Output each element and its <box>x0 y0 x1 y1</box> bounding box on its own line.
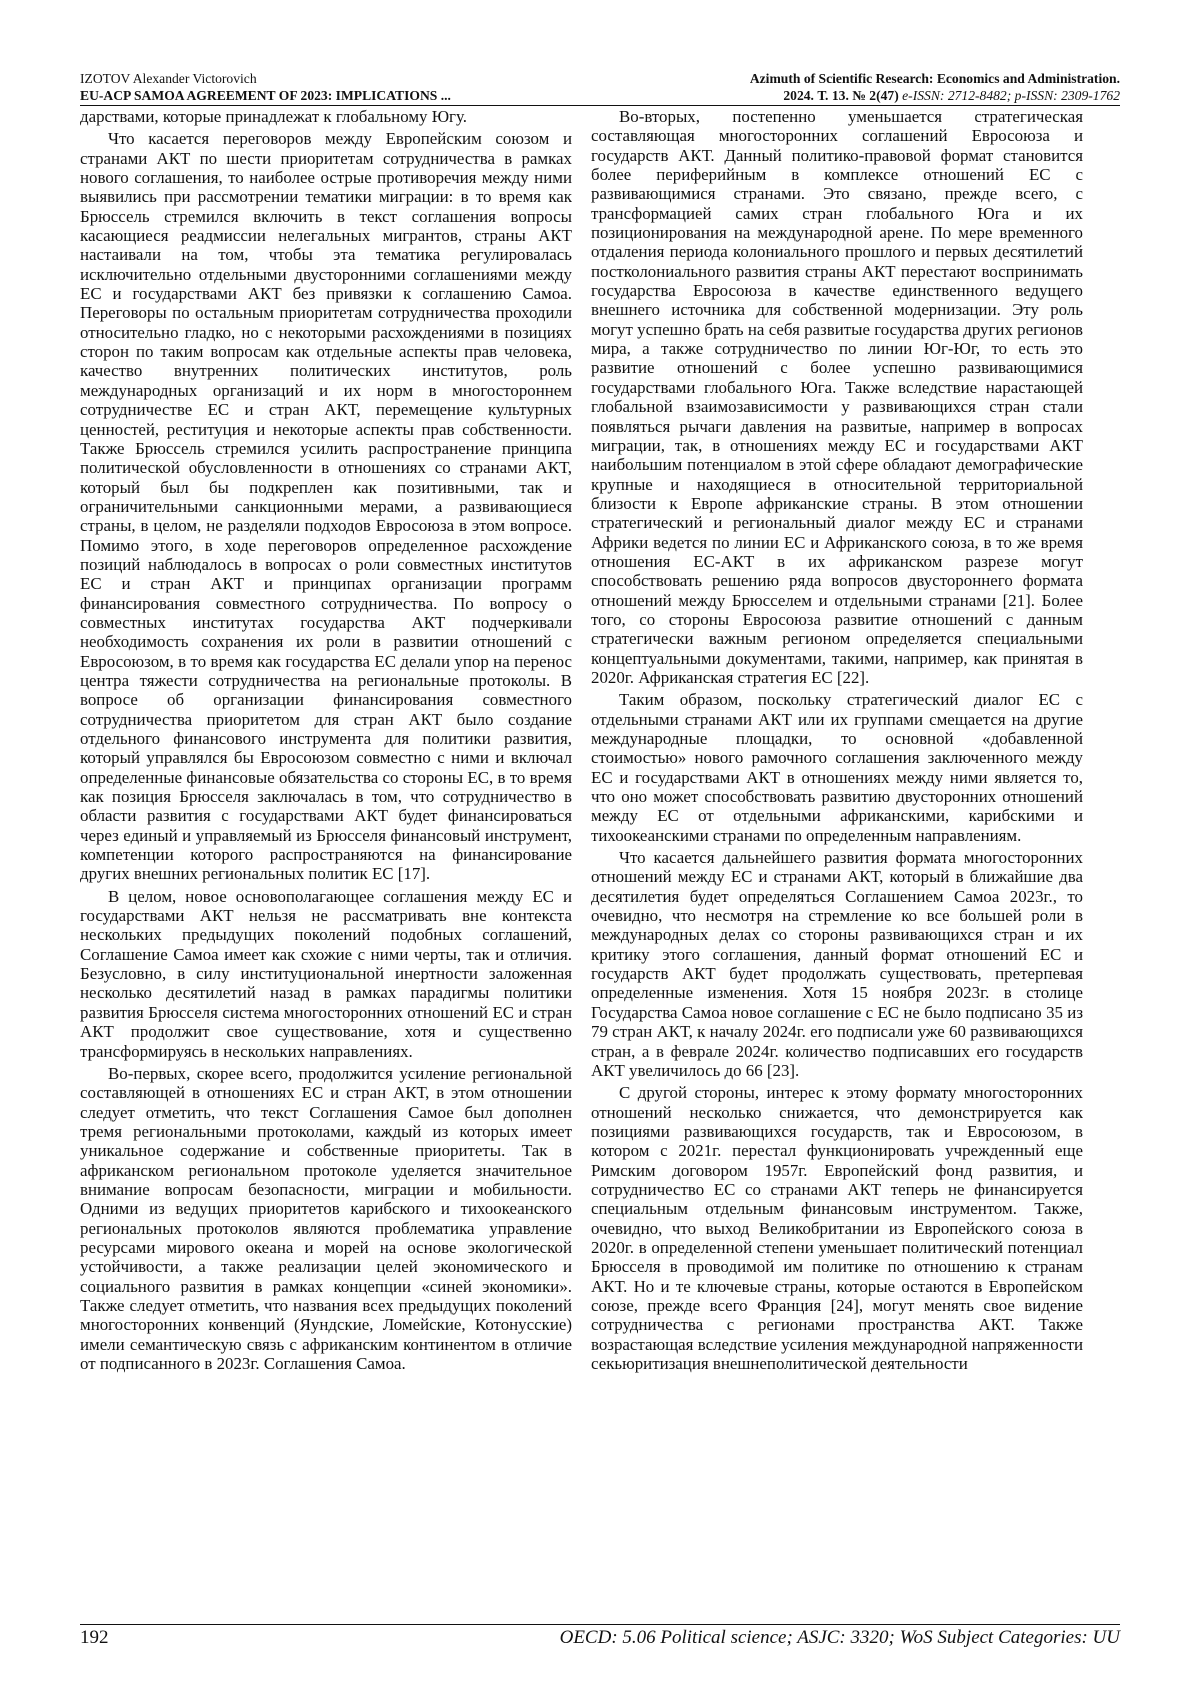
footer-rule <box>80 1624 1120 1625</box>
header-rule <box>80 105 1120 106</box>
page-number: 192 <box>80 1627 109 1648</box>
left-column <box>80 107 572 1376</box>
left-paragraph-3: В целом, новое основополагающее соглашения между ЕС и государствами АКТ нельзя не рассматривать вне контекста нескольких предыдущих поколений подобных соглашений, Соглашение Самоа имеет как схожие с ними черты, так и отличия. Безусловно, в силу институциональной инертности заложенная несколько десятилетий назад в рамках парадигмы политики развития Брюсселя система многосторонних отношений ЕС и стран АКТ продолжит свое существование, хотя и существенно трансформируясь в нескольких направлениях. <box>80 886 572 1061</box>
right-column <box>591 107 1083 1376</box>
right-paragraph-2: Таким образом, поскольку стратегический диалог ЕС с отдельными странами АКТ или их группами смещается на другие международные площадки, то основной «добавленной стоимостью» нового рамочного соглашения заключенного между ЕС и государствами АКТ в отношениях между ними является то, что оно может способствовать развитию двусторонних отношений между ЕС от отдельными африканскими, карибскими и тихоокеанскими странами по определенным направлениям. <box>591 690 1083 845</box>
left-paragraph-2: Что касается переговоров между Европейским союзом и странами АКТ по шести приоритетам сотрудничества в рамках нового соглашения, то наиболее острые противоречия между ними выявились при рассмотрении тематики миграции: в то время как Брюссель стремился включить в текст соглашения вопросы касающиеся реадмиссии нелегальных мигрантов, страны АКТ настаивали на том, чтобы эта тематика регулировалась исключительно отдельными двусторонними соглашениями между ЕС и государствами АКТ без привязки к соглашению Самоа. Переговоры по остальным приоритетам сотрудничества проходили относительно гладко, но с некоторыми расхождениями в позициях сторон по таким вопросам как отдельные аспекты прав человека, качество внутренних политических институтов, роль международных организаций и их норм в многостороннем сотрудничестве ЕС и стран АКТ, перемещение культурных ценностей, реституция и некоторые аспекты прав собственности. Также Брюссель стремился усилить распространение принципа политической обусловленности в отношениях со странами АКТ, который был бы подкреплен как позитивными, так и ограничительными санкционными мерами, а развивающиеся страны, в целом, не разделяли подходов Евросоюза в этом вопросе. Помимо этого, в ходе переговоров определенное расхождение позиций наблюдалось в вопросах о роли совместных институтов ЕС и стран АКТ и принципах организации программ финансирования совместного сотрудничества. По вопросу о совместных институтах государства АКТ подчеркивали необходимость сохранения их роли в развитии отношений с Евросоюзом, в то время как государства ЕС делали упор на перенос центра тяжести сотрудничества на региональные протоколы. В вопросе об организации финансирования совместного сотрудничества приоритетом для стран АКТ было создание отдельного финансового инструмента для политики развития, который управлялся бы Евросоюзом совместно с ними и включал определенные финансовые обязательства со стороны ЕС, в то время как позиция Брюсселя заключалась в том, что сотрудничество в области развития с государствами АКТ будет финансироваться через единый и управляемый из Брюсселя финансовый инструмент, компетенции которого распространяются на финансирование других внешних региональных политик ЕС [17]. <box>80 129 572 884</box>
running-header <box>80 70 1120 106</box>
header-issue: 2024. Т. 13. № 2(47) <box>783 88 899 103</box>
article-body <box>80 107 1120 1617</box>
right-paragraph-3: Что касается дальнейшего развития формата многосторонних отношений между ЕС и странами АКТ, который в ближайшие два десятилетия будет определяться Соглашением Самоа 2023г., то очевидно, что несмотря на стремление ко все большей роли в международных делах со стороны развивающихся стран и их критику этого соглашения, данный формат отношений ЕС и государств АКТ будет продолжать существовать, претерпевая определенные изменения. Хотя 15 ноября 2023г. в столице Государства Самоа новое соглашение с ЕС не было подписано 35 из 79 стран АКТ, к началу 2024г. его подписали уже 60 развивающихся стран, а в феврале 2024г. количество подписавших его государств АКТ увеличилось до 66 [23]. <box>591 848 1083 1080</box>
right-paragraph-1: Во-вторых, постепенно уменьшается стратегическая составляющая многосторонних соглашений Евросоюза и государств АКТ. Данный политико-правовой формат становится более периферийным в комплексе отношений ЕС с развивающимися странами. Это связано, прежде всего, с трансформацией самих стран глобального Юга и их позиционирования на международной арене. По мере временного отдаления периода колониального прошлого и первых десятилетий постколониального развития страны АКТ перестают воспринимать государства Евросоюза в качестве единственного ведущего внешнего источника для собственной модернизации. Эту роль могут успешно брать на себя развитые государства других регионов мира, а также сотрудничество по линии Юг-Юг, то есть это развитие отношений с более успешно развивающимися государствами глобального Юга. Также вследствие нарастающей глобальной взаимозависимости у развивающихся стран стали появляться рычаги давления на развитые, например в вопросах миграции, так, в отношениях между ЕС и государствами АКТ наибольшим потенциалом в этой сфере обладают демографические крупные и находящиеся в относительной территориальной близости к Европе африканские страны. В этом отношении стратегический и региональный диалог между ЕС и странами Африки ведется по линии ЕС и Африканского союза, в то же время отношения ЕС-АКТ в их африканском разрезе могут способствовать решению ряда вопросов двустороннего формата отношений между Брюсселем и отдельными странами [21]. Более того, со стороны Евросоюза развитие отношений с данным стратегически важным регионом определяется специальными концептуальными документами, такими, например, как принятая в 2020г. Африканская стратегия ЕС [22]. <box>591 107 1083 687</box>
right-paragraph-4: С другой стороны, интерес к этому формату многосторонних отношений несколько снижается, что демонстрируется как позициями развивающихся государств, так и Евросоюзом, в котором с 2021г. перестал функционировать учрежденный еще Римским договором 1957г. Европейский фонд развития, и сотрудничество ЕС со странами АКТ теперь не финансируется специальным отдельным финансовым инструментом. Также, очевидно, что выход Великобритании из Европейского союза в 2020г. в определенной степени уменьшает политический потенциал Брюсселя в проводимой им политике по отношению к странам АКТ. Но и те ключевые страны, которые остаются в Европейском союзе, прежде всего Франция [24], могут менять свое видение сотрудничества с регионами пространства АКТ. Также возрастающая вследствие усиления международной напряженности секьюритизация внешнеполитической деятельности <box>591 1083 1083 1373</box>
header-issue-line <box>750 87 1120 104</box>
header-left-block <box>80 70 451 104</box>
footer-classification: OECD: 5.06 Political science; ASJC: 3320; WoS Subject Categories: UU <box>559 1627 1120 1648</box>
running-footer <box>80 1627 1120 1651</box>
left-paragraph-1: дарствами, которые принадлежат к глобальному Югу. <box>80 107 467 126</box>
header-right-block <box>750 70 1120 104</box>
header-author: IZOTOV Alexander Victorovich <box>80 71 257 86</box>
left-paragraph-4: Во-первых, скорее всего, продолжится усиление региональной составляющей в отношениях ЕС и стран АКТ, в этом отношении следует отметить, что текст Соглашения Самое был дополнен тремя региональными протоколами, каждый из которых имеет уникальное содержание и собственные приоритеты. Так в африканском региональном протоколе уделяется значительное внимание вопросам безопасности, миграции и мобильности. Одними из ведущих приоритетов карибского и тихоокеанского региональных протоколов являются проблематика управление ресурсами мирового океана и морей на основе экологической устойчивости, а также реализации целей экономического и социального развития в рамках концепции «синей экономики». Также следует отметить, что названия всех предыдущих поколений многосторонних конвенций (Яундские, Ломейские, Котонусские) имели семантическую связь с африканским континентом в отличие от подписанного в 2023г. Соглашения Самоа. <box>80 1063 572 1373</box>
header-journal-name: Azimuth of Scientific Research: Economics and Administration. <box>749 71 1120 86</box>
header-article-title: EU-ACP SAMOA AGREEMENT OF 2023: IMPLICATIONS ... <box>80 88 451 103</box>
header-issn: e-ISSN: 2712-8482; p-ISSN: 2309-1762 <box>898 88 1120 103</box>
